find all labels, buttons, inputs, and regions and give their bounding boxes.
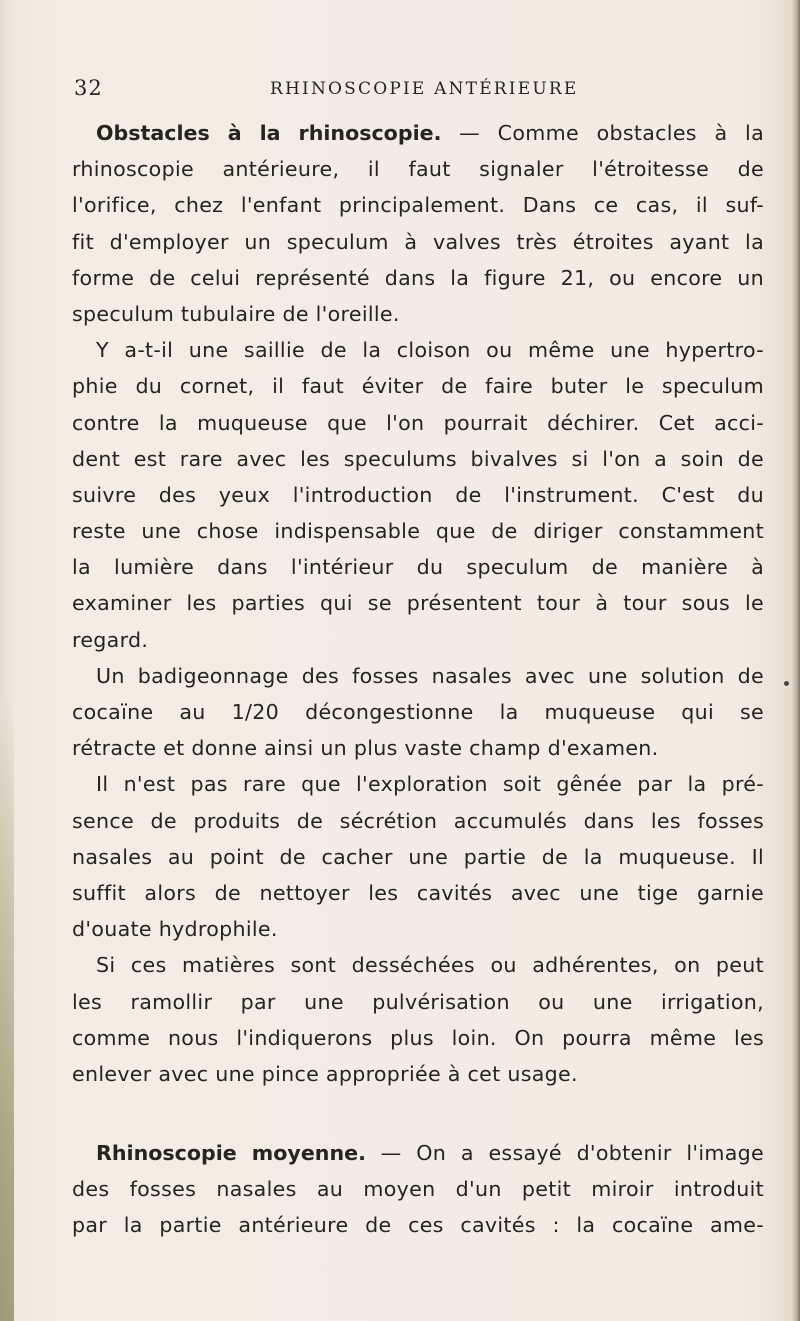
text-line: nasales au point de cacher une partie de la muqueuse. Il <box>72 844 764 869</box>
text-line: des fosses nasales au moyen d'un petit miroir introduit <box>72 1177 764 1202</box>
running-head: RHINOSCOPIE ANTÉRIEURE <box>270 79 579 99</box>
text-line: speculum tubulaire de l'oreille. <box>72 301 400 326</box>
text-line: suivre des yeux l'introduction de l'instrument. C'est du <box>72 482 764 507</box>
text-line: par la partie antérieure de ces cavités : la cocaïne ame- <box>72 1213 764 1238</box>
text-line: contre la muqueuse que l'on pourrait déchirer. Cet acci- <box>72 410 764 435</box>
text-line: forme de celui représenté dans la figure 21, ou encore un <box>72 265 764 290</box>
text-line: examiner les parties qui se présentent tour à tour sous le <box>72 591 764 616</box>
text-line: Un badigeonnage des fosses nasales avec une solution de <box>96 663 764 688</box>
body-text <box>72 115 764 1244</box>
text-line: dent est rare avec les speculums bivalves si l'on a soin de <box>72 446 764 471</box>
paragraph-rhinoscopie-moyenne <box>72 1135 764 1244</box>
paragraph-exploration <box>72 766 764 947</box>
text-line: suffit alors de nettoyer les cavités avec une tige garnie <box>72 880 764 905</box>
text-line: rétracte et donne ainsi un plus vaste champ d'examen. <box>72 736 659 761</box>
paragraph-badigeonnage <box>72 658 764 767</box>
text-line: la lumière dans l'intérieur du speculum de manière à <box>72 555 764 580</box>
page-number: 32 <box>74 76 103 100</box>
section-gap <box>72 1092 764 1135</box>
text-line: comme nous l'indiquerons plus loin. On pourra même les <box>72 1025 764 1050</box>
text-line: regard. <box>72 627 149 652</box>
paper-speck <box>784 681 789 686</box>
text-line: Rhinoscopie moyenne. — On a essayé d'obtenir l'image <box>96 1141 764 1166</box>
section-heading-obstacles: Obstacles à la rhinoscopie. <box>96 121 442 145</box>
text-line: fit d'employer un speculum à valves très étroites ayant la <box>72 229 764 254</box>
page-edge-shadow-left <box>0 700 14 1321</box>
text-line: sence de produits de sécrétion accumulés dans les fosses <box>72 808 764 833</box>
text-line: rhinoscopie antérieure, il faut signaler l'étroitesse de <box>72 157 764 182</box>
text-line: les ramollir par une pulvérisation ou une irrigation, <box>72 989 764 1014</box>
paragraph-cloison <box>72 332 764 658</box>
text-line: Y a-t-il une saillie de la cloison ou même une hypertro- <box>96 338 764 363</box>
page-edge-shadow-right <box>792 0 800 1321</box>
text-line: d'ouate hydrophile. <box>72 917 278 942</box>
section-heading-rhinoscopie-moyenne: Rhinoscopie moyenne. <box>96 1141 366 1166</box>
text-line: enlever avec une pince appropriée à cet usage. <box>72 1061 578 1086</box>
page-header <box>74 76 754 106</box>
text-line: phie du cornet, il faut éviter de faire buter le speculum <box>72 374 764 399</box>
text-line: cocaïne au 1/20 décongestionne la muqueuse qui se <box>72 700 764 724</box>
paragraph-matieres <box>72 947 764 1092</box>
paragraph-obstacles <box>72 115 764 332</box>
text-line: Obstacles à la rhinoscopie. — Comme obstacles à la <box>96 121 764 145</box>
text-line: l'orifice, chez l'enfant principalement. Dans ce cas, il suf- <box>72 193 764 218</box>
text-line: reste une chose indispensable que de diriger constamment <box>72 519 764 544</box>
text-line: Si ces matières sont desséchées ou adhérentes, on peut <box>96 953 764 978</box>
text-line: Il n'est pas rare que l'exploration soit gênée par la pré- <box>96 772 764 797</box>
